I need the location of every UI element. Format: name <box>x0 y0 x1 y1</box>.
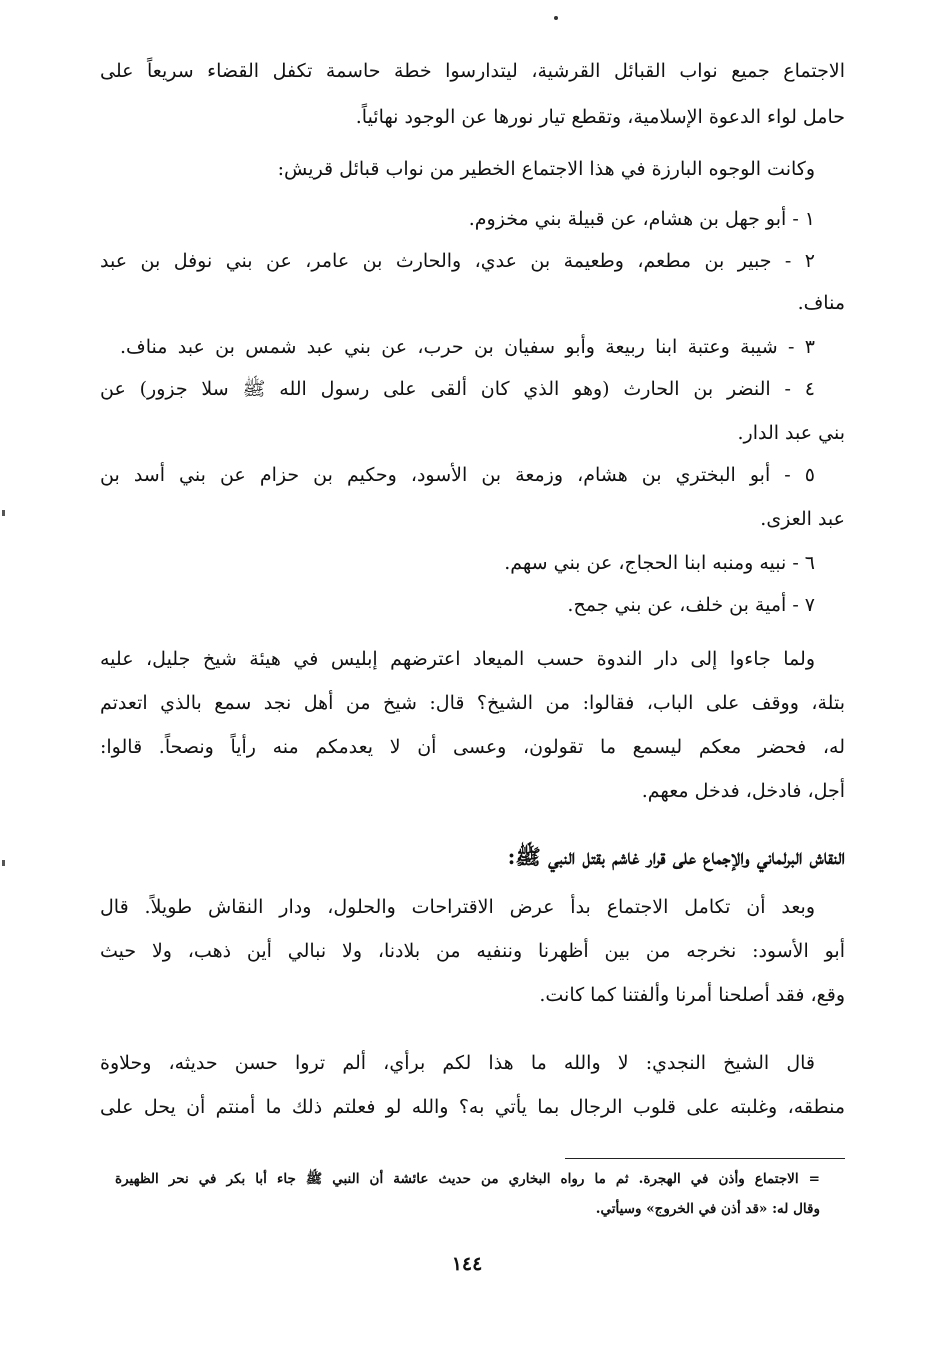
list-item: ٢ - جبير بن مطعم، وطعيمة بن عدي، والحارث بن عامر، عن بني نوفل بن عبد <box>100 250 815 272</box>
paragraph-line: الاجتماع جميع نواب القبائل القرشية، ليتدارسوا خطة حاسمة تكفل القضاء سريعاً على <box>100 60 845 82</box>
list-item: ٣ - شيبة وعتبة ابنا ربيعة وأبو سفيان بن حرب، عن بني عبد شمس بن عبد مناف. <box>120 336 815 358</box>
paragraph-line: منطقه، وغلبته على قلوب الرجال بما يأتي به؟ والله لو فعلتم ذلك ما أمنتم أن يحل على <box>100 1096 845 1118</box>
list-item: ٧ - أمية بن خلف، عن بني جمح. <box>567 594 815 616</box>
paragraph-line: بتلة، ووقف على الباب، فقالوا: من الشيخ؟ قال: شيخ من أهل نجد سمع بالذي اتعدتم <box>100 692 845 714</box>
paragraph-line: له، فحضر معكم ليسمع ما تقولون، وعسى أن لا يعدمكم منه رأياً ونصحاً. قالوا: <box>100 736 845 758</box>
list-item: ٦ - نبيه ومنبه ابنا الحجاج، عن بني سهم. <box>504 552 815 574</box>
paragraph-line: أبو الأسود: نخرجه من بين أظهرنا وننفيه من بلادنا، ولا نبالي أين ذهب، ولا حيث <box>100 940 845 962</box>
scan-mark <box>2 860 5 866</box>
footnote-line: = الاجتماع وأذن في الهجرة. ثم ما رواه البخاري من حديث عائشة أن النبي ﷺ جاء أبا بكر في نحر الظهيرة <box>115 1171 820 1187</box>
page-number: ١٤٤ <box>451 1253 483 1275</box>
paragraph-line: وكانت الوجوه البارزة في هذا الاجتماع الخطير من نواب قبائل قريش: <box>277 158 815 180</box>
footnote-line: وقال له: «قد أذن في الخروج» وسيأتي. <box>595 1201 820 1217</box>
footnote <box>115 0 820 1240</box>
paragraph-line: حامل لواء الدعوة الإسلامية، وتقطع تيار نورها عن الوجود نهائياً. <box>355 106 845 128</box>
section-heading: النقاش البرلماني والإجماع على قرار غاشم بقتل النبي ﷺ: <box>507 844 845 869</box>
list-item-continuation: عبد العزى. <box>760 508 845 530</box>
list-item: ٤ - النضر بن الحارث (وهو الذي كان ألقى على رسول الله ﷺ سلا جزور) عن <box>100 378 815 400</box>
paragraph-line: وقع، فقد أصلحنا أمرنا وألفتنا كما كانت. <box>539 984 845 1006</box>
paragraph-line: أجل، فادخل، فدخل معهم. <box>641 780 845 802</box>
paragraph-line: وبعد أن تكامل الاجتماع بدأ عرض الاقتراحات والحلول، ودار النقاش طويلاً. قال <box>100 896 815 918</box>
list-item: ١ - أبو جهل بن هشام، عن قبيلة بني مخزوم. <box>468 208 815 230</box>
list-item-continuation: مناف. <box>797 292 845 314</box>
paragraph-line: ولما جاءوا إلى دار الندوة حسب الميعاد اعترضهم إبليس في هيئة شيخ جليل، عليه <box>100 648 815 670</box>
scan-mark <box>2 510 5 516</box>
list-item-continuation: بني عبد الدار. <box>737 422 845 444</box>
list-item: ٥ - أبو البختري بن هشام، وزمعة بن الأسود، وحكيم بن حزام عن بني أسد بن <box>100 464 815 486</box>
paragraph-line: قال الشيخ النجدي: لا والله ما هذا لكم برأي، ألم تروا حسن حديثه، وحلاوة <box>100 1052 815 1074</box>
